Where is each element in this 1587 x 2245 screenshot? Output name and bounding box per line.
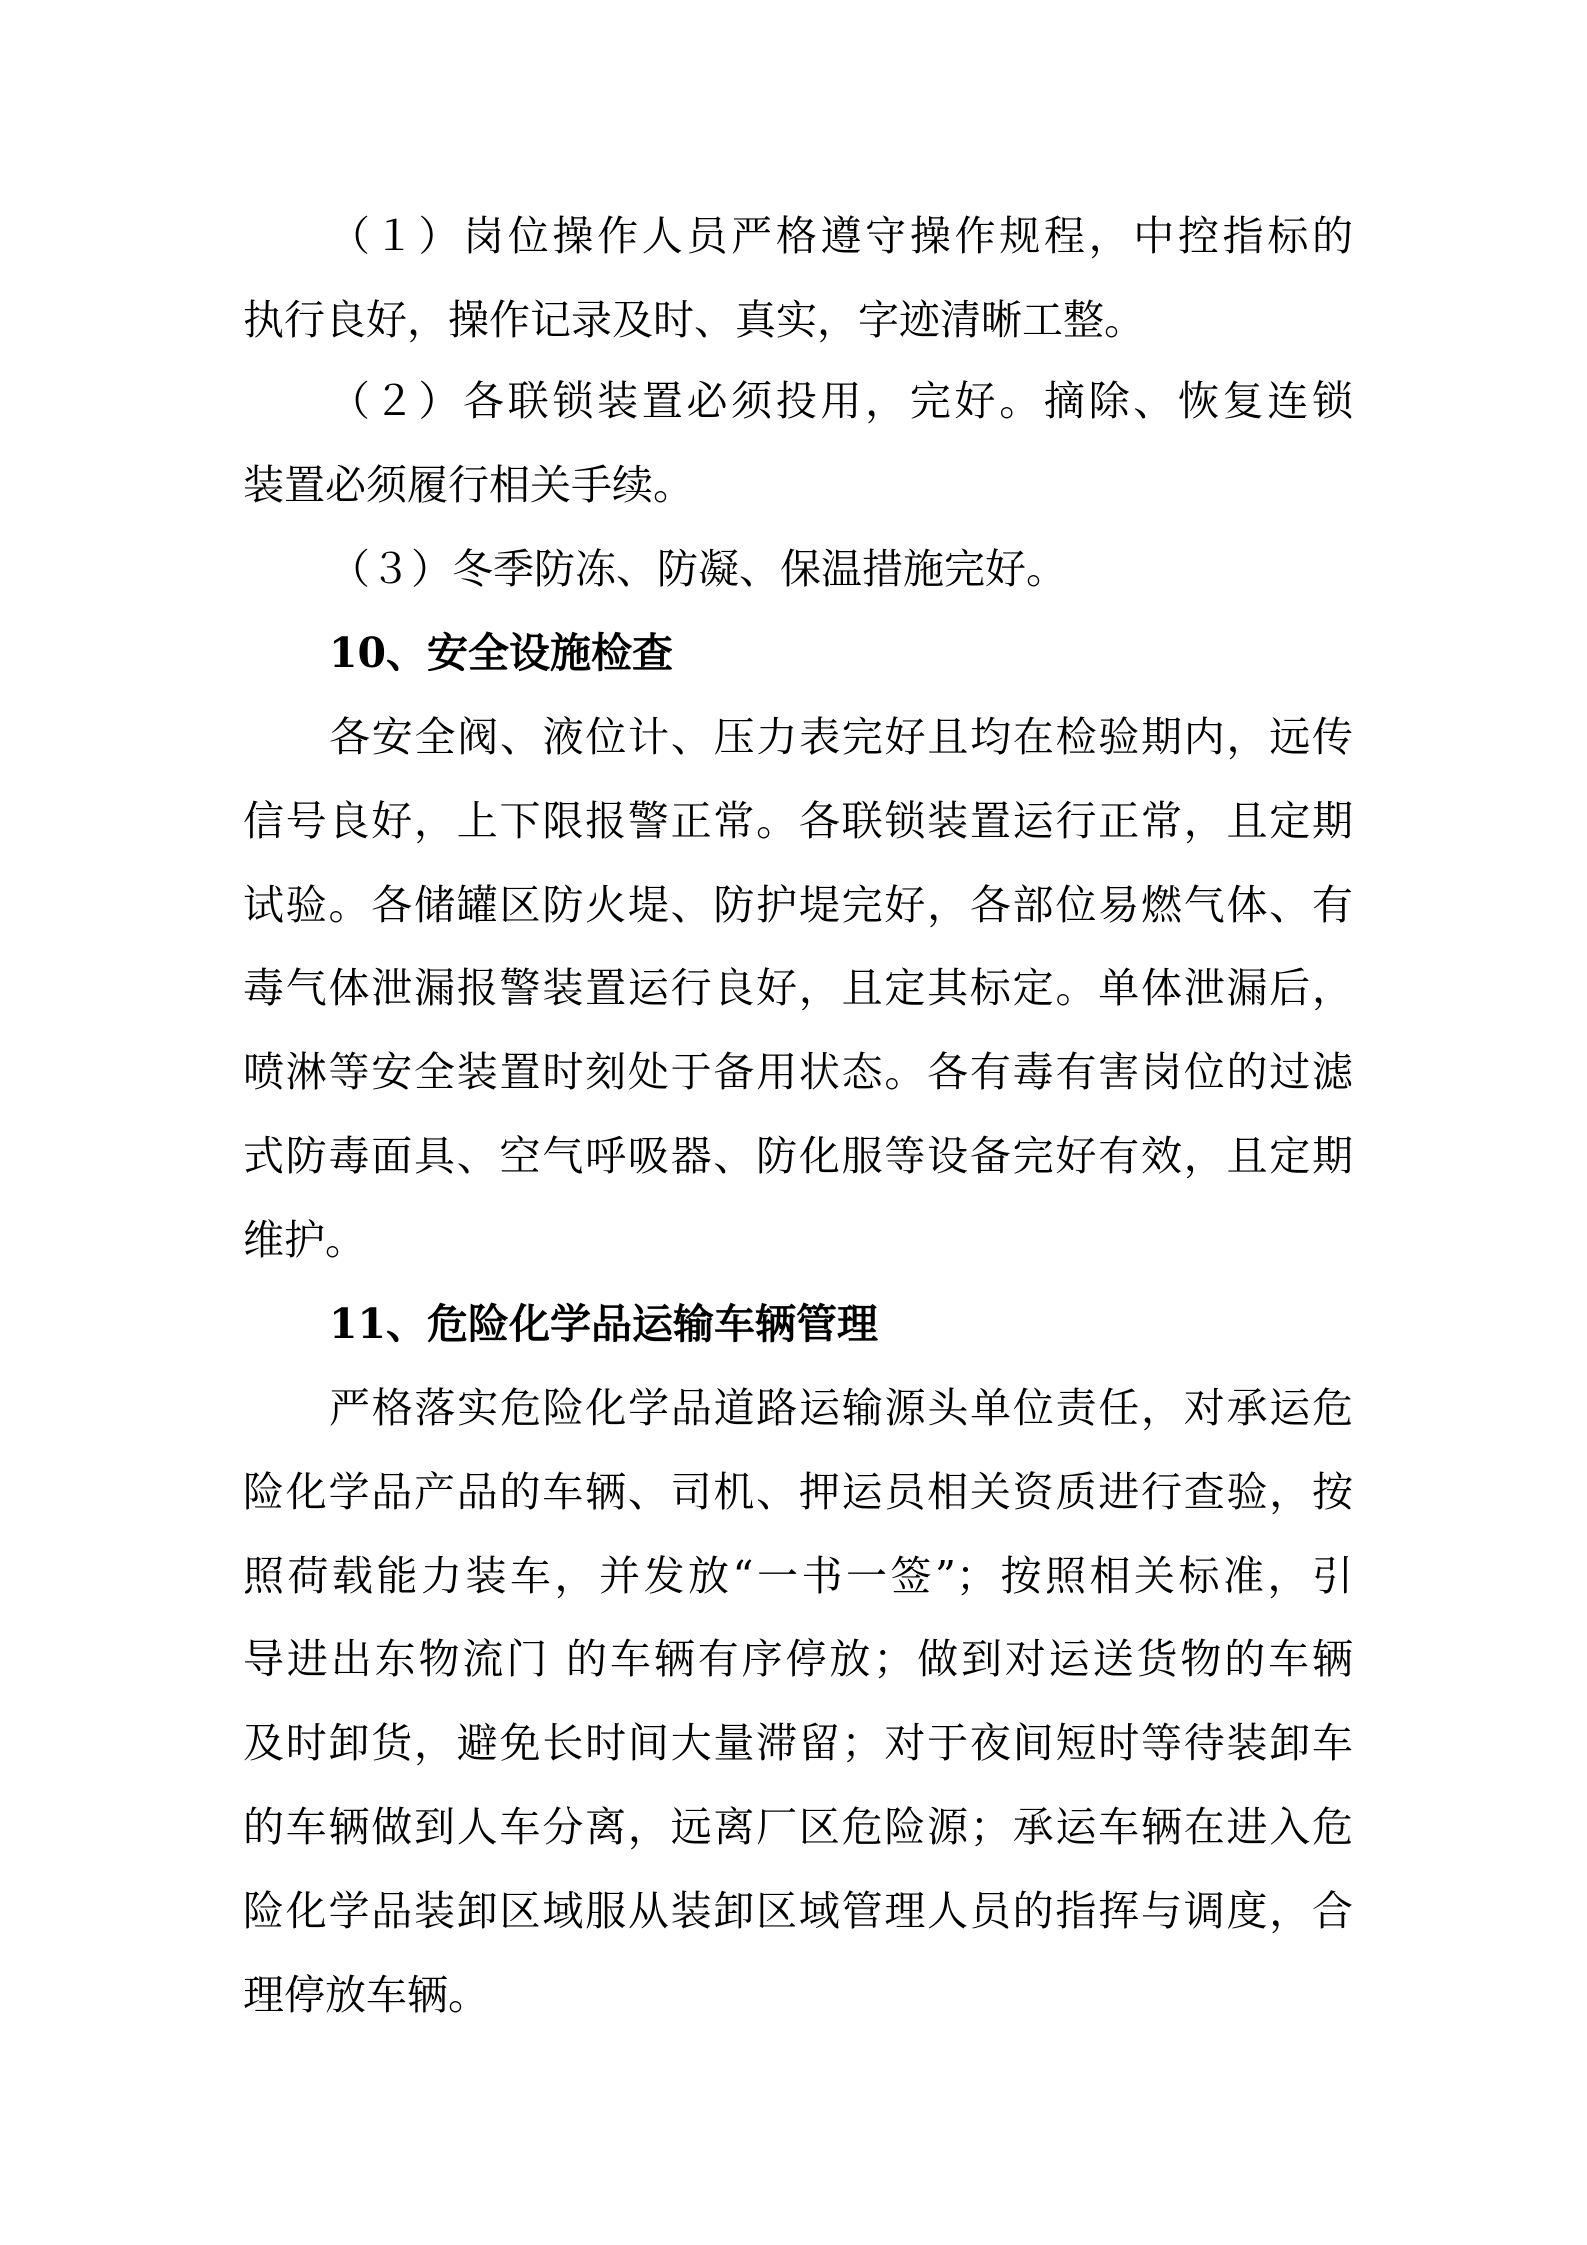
- section-11-paragraph-line-3: 照荷载能力装车，并发放“一书一签”；按照相关标准，引: [243, 1552, 1353, 1600]
- section-11-paragraph-line-6: 的车辆做到人车分离，远离厂区危险源；承运车辆在进入危: [243, 1803, 1353, 1851]
- item-1-line-2: 执行良好，操作记录及时、真实，字迹清晰工整。: [243, 296, 1145, 344]
- section-11-paragraph-line-5: 及时卸货，避免长时间大量滞留；对于夜间短时等待装卸车: [243, 1719, 1353, 1767]
- item-3-line-1: （３）冬季防冻、防凝、保温措施完好。: [329, 545, 1067, 593]
- section-10-paragraph-line-2: 信号良好，上下限报警正常。各联锁装置运行正常，且定期: [243, 797, 1353, 845]
- section-10-paragraph-line-5: 喷淋等安全装置时刻处于备用状态。各有毒有害岗位的过滤: [243, 1048, 1353, 1096]
- item-2-line-1: （２）各联锁装置必须投用，完好。摘除、恢复连锁: [329, 377, 1353, 425]
- section-10-paragraph-line-3: 试验。各储罐区防火堤、防护堤完好，各部位易燃气体、有: [243, 881, 1353, 929]
- item-2-line-2: 装置必须履行相关手续。: [243, 461, 694, 509]
- section-10-heading: 10、安全设施检查: [329, 629, 674, 677]
- item-1-line-1: （１）岗位操作人员严格遵守操作规程，中控指标的: [329, 212, 1353, 260]
- section-10-paragraph-line-6: 式防毒面具、空气呼吸器、防化服等设备完好有效，且定期: [243, 1132, 1353, 1180]
- section-11-paragraph-line-7: 险化学品装卸区域服从装卸区域管理人员的指挥与调度，合: [243, 1887, 1353, 1935]
- section-10-paragraph-line-4: 毒气体泄漏报警装置运行良好，且定其标定。单体泄漏后，: [243, 964, 1353, 1012]
- section-11-paragraph-line-2: 险化学品产品的车辆、司机、押运员相关资质进行查验，按: [243, 1468, 1353, 1516]
- section-11-heading: 11、危险化学品运输车辆管理: [329, 1300, 879, 1348]
- section-11-paragraph-line-1: 严格落实危险化学品道路运输源头单位责任，对承运危: [329, 1384, 1353, 1432]
- section-11-paragraph-line-8: 理停放车辆。: [243, 1971, 489, 2019]
- section-10-paragraph-line-1: 各安全阀、液位计、压力表完好且均在检验期内，远传: [329, 713, 1353, 761]
- section-10-paragraph-line-7: 维护。: [243, 1216, 366, 1264]
- section-11-paragraph-line-4: 导进出东物流门 的车辆有序停放；做到对运送货物的车辆: [243, 1635, 1353, 1683]
